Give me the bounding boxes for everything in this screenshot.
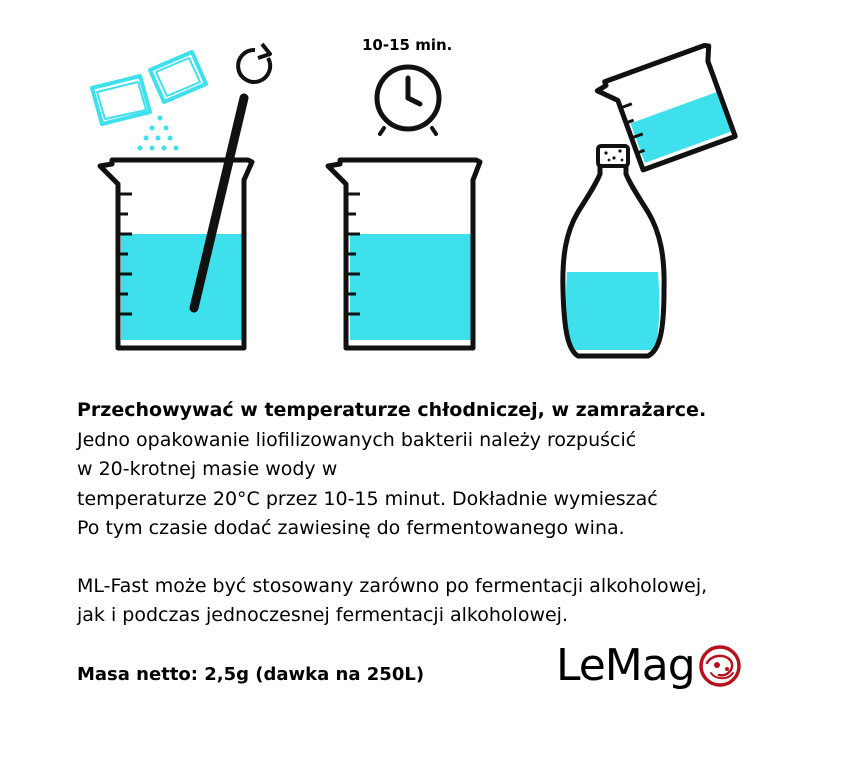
wine-stain-logo-icon xyxy=(697,643,743,689)
powder-dots-icon xyxy=(138,116,179,151)
wine-bottle-icon xyxy=(563,146,664,356)
usage-line: jak i podczas jednoczesnej fermentacji alkoholowej. xyxy=(77,604,569,626)
brand-logo xyxy=(556,640,743,691)
timer-label: 10-15 min. xyxy=(362,36,453,54)
usage-line: ML-Fast może być stosowany zarówno po fermentacji alkoholowej, xyxy=(77,574,708,597)
instruction-line: temperaturze 20°C przez 10-15 minut. Dokładnie wymieszać xyxy=(77,487,658,510)
beaker-with-stir-rod-icon xyxy=(100,98,252,348)
instruction-line: Po tym czasie dodać zawiesinę do fermentowanego wina. xyxy=(77,517,625,539)
instruction-illustration xyxy=(0,0,868,380)
storage-heading: Przechowywać w temperaturze chłodniczej, w zamrażarce. xyxy=(77,399,707,421)
beaker-icon xyxy=(328,160,480,348)
sachet-icon xyxy=(92,52,206,124)
instruction-line: Jedno opakowanie liofilizowanych bakterii należy rozpuścić xyxy=(77,428,637,451)
brand-name: LeMag xyxy=(556,640,695,691)
clock-icon xyxy=(377,67,439,134)
stir-rotate-icon xyxy=(238,44,270,82)
net-mass-label: Masa netto: 2,5g (dawka na 250L) xyxy=(77,664,425,685)
instruction-line: w 20-krotnej masie wody w xyxy=(77,458,338,480)
instructions-block xyxy=(77,396,797,631)
